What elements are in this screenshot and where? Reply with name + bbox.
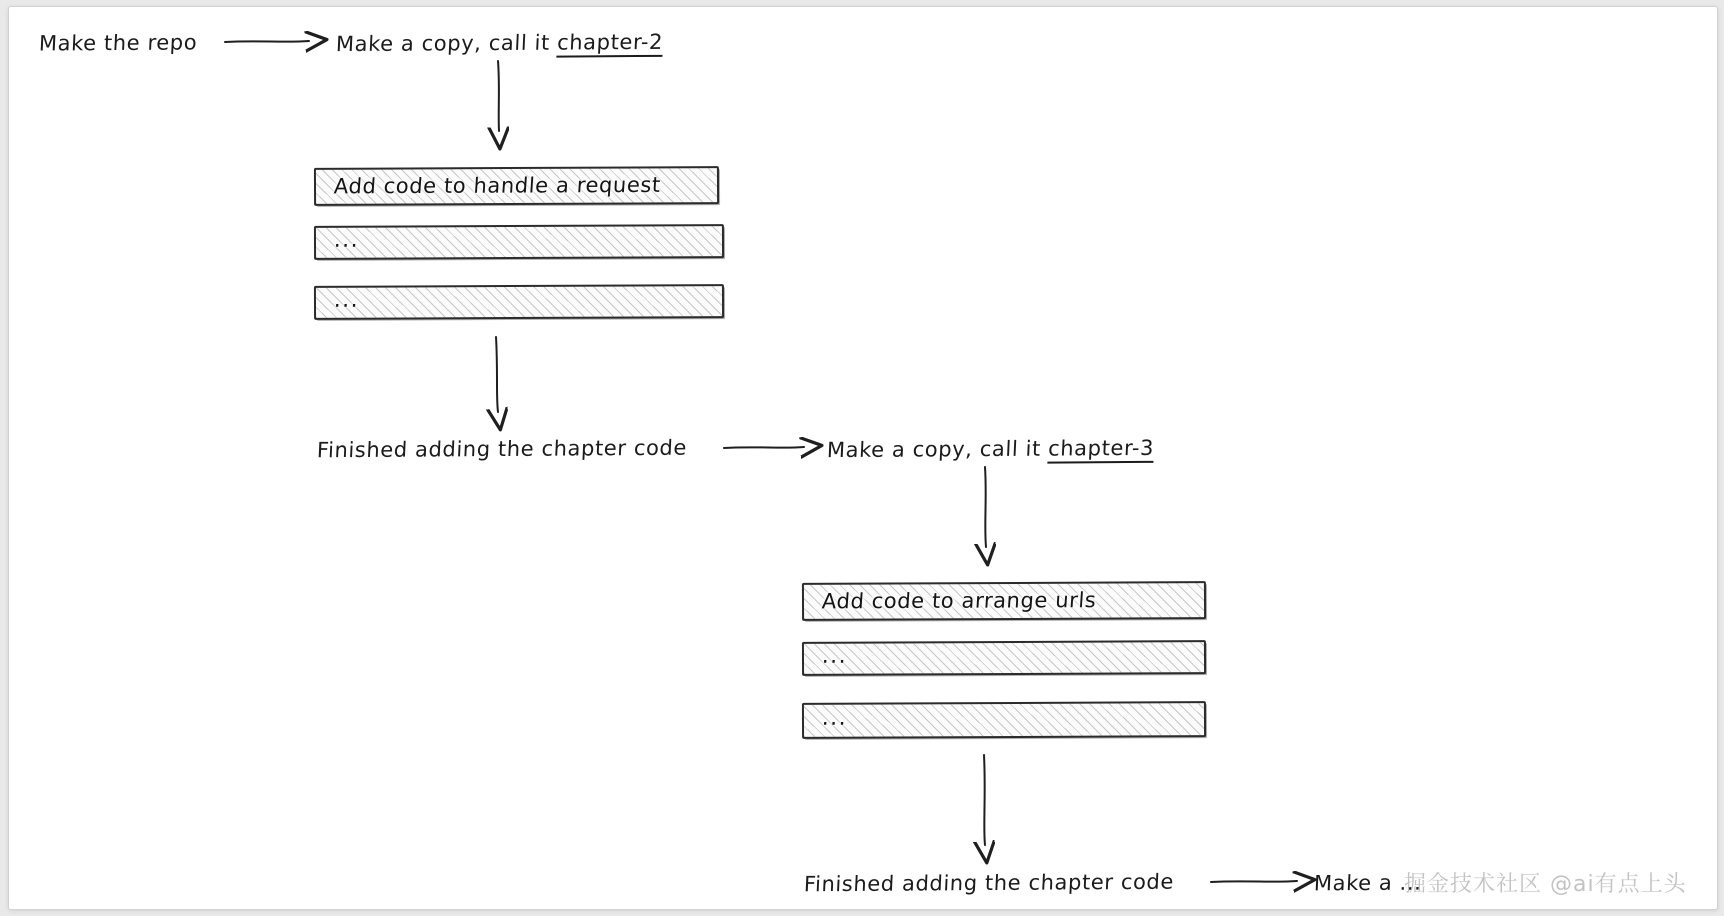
node-copy-chapter-3-name: chapter-3 xyxy=(1047,436,1154,464)
node-copy-chapter-2-name: chapter-2 xyxy=(556,30,663,58)
node-copy-chapter-2-label: Make a copy, call it xyxy=(335,30,558,57)
node-finished-chapter-3-label: Finished adding the chapter code xyxy=(803,869,1175,897)
bar-handle-request-label: Add code to handle a request xyxy=(333,172,662,199)
bar-ellipsis-2-label: ... xyxy=(333,287,361,313)
bar-ellipsis-2 xyxy=(314,284,724,320)
bar-ellipsis-4-label: ... xyxy=(821,705,849,731)
node-copy-chapter-3 xyxy=(826,436,1154,462)
node-make-repo xyxy=(38,30,197,55)
node-finished-chapter-2-label: Finished adding the chapter code xyxy=(316,435,688,463)
arrow-finished2-to-copy3 xyxy=(724,447,804,448)
node-copy-chapter-2 xyxy=(335,30,663,56)
bar-ellipsis-1 xyxy=(314,224,724,260)
node-finished-chapter-3 xyxy=(803,870,1174,897)
bar-arrange-urls xyxy=(802,581,1206,621)
node-copy-chapter-3-label: Make a copy, call it xyxy=(826,436,1049,463)
bar-arrange-urls-label: Add code to arrange urls xyxy=(821,588,1098,614)
bar-handle-request xyxy=(314,166,719,206)
bar-ellipsis-3-label: ... xyxy=(821,643,849,669)
arrow-copy2-to-bars xyxy=(498,61,499,131)
arrow-repo-to-copy2 xyxy=(225,41,309,42)
node-make-repo-label: Make the repo xyxy=(38,30,198,56)
arrow-bars-to-finished2 xyxy=(496,337,498,412)
diagram-canvas xyxy=(8,6,1718,910)
node-finished-chapter-2 xyxy=(316,436,687,463)
arrow-copy3-to-bars xyxy=(985,467,986,547)
node-copy-next-label: Make a ... xyxy=(1313,870,1423,896)
bar-ellipsis-3 xyxy=(802,640,1206,676)
arrow-bars2-to-finished3 xyxy=(984,755,985,845)
bar-ellipsis-4 xyxy=(802,701,1206,739)
arrow-finished3-to-next xyxy=(1211,881,1297,882)
watermark: 掘金技术社区 @ai有点上头 xyxy=(1404,872,1687,897)
bar-ellipsis-1-label: ... xyxy=(333,227,361,253)
